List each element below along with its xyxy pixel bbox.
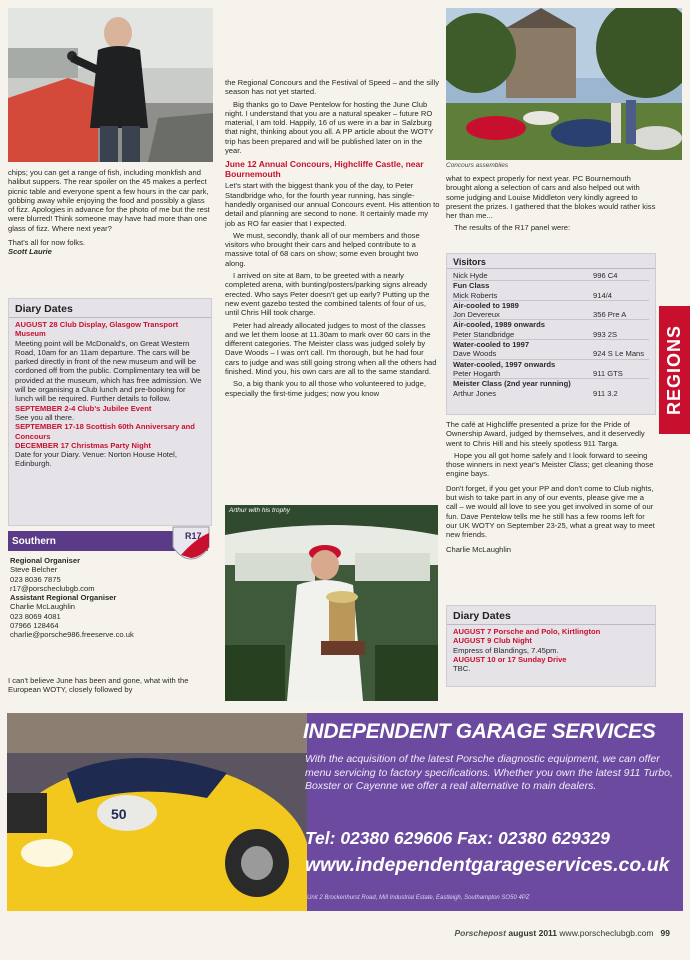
aro-name: Charlie McLaughlin	[10, 602, 76, 612]
ad-phone: Tel: 02380 629606 Fax: 02380 629329	[305, 828, 610, 848]
southern-contacts	[10, 556, 210, 640]
results-category: Air-cooled to 1989	[453, 300, 649, 310]
footer-site[interactable]: www.porscheclubgb.com	[559, 928, 654, 938]
results-row	[453, 349, 649, 358]
col3-p3: The café at Highcliffe presented a prize for the Pride of Ownership Award, judged by themselves, and it deservedly went to Chris Hill and his steely spotless 911 Targa.	[446, 420, 645, 448]
aro-phone-1: 023 8069 4081	[10, 611, 61, 621]
diary-title-2: Diary Dates	[447, 606, 655, 625]
results-entrant: Peter Standbridge	[453, 329, 515, 339]
results-row	[453, 369, 649, 378]
results-category: Meister Class (2nd year running)	[453, 378, 649, 388]
col1-signoff-name: Scott Laurie	[8, 247, 52, 257]
diary-dates-box-1	[8, 298, 212, 526]
col3-p5: Don't forget, if you get your PP and don't come to Club nights, but wish to take part in any of our events, please give me a call – we would all love to see you get involved in some of our fun. Dave Pentelow tells me he still has a few rooms left for our UK WOTY on September 23-25, what a great way to meet new friends.	[446, 483, 655, 540]
footer-magazine: Porschepost	[454, 928, 506, 938]
col1-signoff: That's all for now folks.	[8, 238, 85, 248]
col2-p3: I arrived on site at 8am, to be greeted with a nearly completed arena, with bunting/posters/parking signs already erected. Who says Peter doesn't get up early? Putting up the new event gazebo tested the combined talents of four of us, until Chris Hill took charge.	[225, 271, 430, 318]
diary-event-glasgow-body: Meeting point will be McDonald's, on Great Western Road, 10am for an 11am departure. The cars will be parked directly in front of the new museum and will be cordoned off from the public. Complimentary tea will be provided at the museum, which has free admission. We will be organising a Club lunch and pre-booking for lunch will be required. Further details to follow.	[15, 338, 202, 404]
column-3	[446, 174, 656, 236]
results-category: Fun Class	[453, 280, 649, 290]
col3-signature: Charlie McLaughlin	[446, 544, 512, 554]
diary-event-glasgow: AUGUST 28 Club Display, Glasgow Transport Museum	[15, 320, 179, 339]
footer-issue: august 2011	[508, 928, 558, 938]
diary-event-club-night: AUGUST 9 Club Night	[453, 636, 532, 646]
col3-p4: Hope you all got home safely and I look forward to seeing those winners in next year's Meister Class; get cleaning those engine bays.	[446, 450, 654, 479]
photo-concours-cars	[446, 8, 682, 160]
results-car: 996 C4	[593, 271, 618, 280]
results-category: Water-cooled to 1997	[453, 339, 649, 349]
results-category: Water-cooled, 1997 onwards	[453, 359, 649, 369]
results-entrant: Jon Devereux	[453, 310, 500, 320]
aro-email: charlie@porsche986.freeserve.co.uk	[10, 630, 134, 640]
col1-intro: chips; you can get a range of fish, including monkfish and halibut suppers. The rear spoiler on the 45 makes a perfect picnic table and everyone spent a few hours in the car park, gobbing away while enjoying the food and possibly a glass of fizz. Apologies in advance for the photo of me but the rest were blurred! Think someone may have had more than one glass of fizz. Where next year?	[8, 168, 210, 233]
results-row	[453, 271, 649, 280]
results-title: Visitors	[447, 254, 655, 269]
diary-event-jubilee-body: See you all there.	[15, 412, 75, 422]
aro-phone-2: 07966 128464	[10, 621, 59, 631]
results-entrant: Arthur Jones	[453, 388, 497, 398]
column-3-lower	[446, 420, 656, 557]
ad-website-link[interactable]: www.independentgarageservices.co.uk	[305, 854, 670, 876]
southern-region-header: Southern	[8, 531, 208, 551]
page-footer	[455, 928, 671, 938]
ad-title: INDEPENDENT GARAGE SERVICES	[303, 720, 656, 743]
column-1	[8, 168, 212, 260]
garage-services-advert	[7, 713, 683, 911]
results-car: 356 Pre A	[593, 310, 627, 320]
results-box	[446, 253, 656, 415]
results-row	[453, 389, 649, 398]
col1-closing: I can't believe June has been and gone, what with the European WOTY, closely followed by	[8, 676, 189, 695]
diary-event-club-night-body: Empress of Blandings, 7.45pm.	[453, 645, 559, 655]
results-car: 914/4	[593, 290, 613, 300]
svg-text:R17: R17	[185, 531, 202, 541]
diary-dates-box-2	[446, 605, 656, 687]
concours-caption: Concours assemblies	[446, 162, 509, 169]
diary-event-christmas: DECEMBER 17 Christmas Party Night	[15, 440, 151, 450]
col3-p2: The results of the R17 panel were:	[454, 223, 571, 233]
diary-event-sunday-drive-body: TBC.	[453, 664, 471, 674]
r17-badge-icon	[171, 521, 211, 561]
results-entrant: Nick Hyde	[453, 271, 488, 280]
arthur-caption: Arthur with his trophy	[229, 507, 291, 514]
results-category: Air-cooled, 1989 onwards	[453, 319, 649, 329]
col2-p2: We must, secondly, thank all of our members and those visitors who brought their cars and helped contribute to a massive total of 68 cars on show; some even brought two along.	[225, 230, 420, 268]
results-entrant: Peter Hogarth	[453, 368, 501, 378]
col2-p4: Peter had already allocated judges to most of the classes and we let them loose at 11.30am to mark over 60 cars in the different categories. The Meister class was judged solely by Dave Woods – I was on't call. I'm thorough, but he had four cars to judge and was still going strong when all the others had finished. Mind you, his own cars are all to the same standard.	[225, 320, 437, 377]
results-car: 993 2S	[593, 329, 618, 339]
results-row	[453, 291, 649, 300]
results-entrant: Dave Woods	[453, 349, 497, 359]
ad-body: With the acquisition of the latest Porsche diagnostic equipment, we can offer menu servicing to factory specifications. Whether you own the latest 911 Turbo, Boxster or Cayenne we offer a real alternative to main dealers.	[305, 753, 673, 792]
race-car-image	[7, 713, 307, 911]
concours-heading: June 12 Annual Concours, Highcliffe Castle, near Bournemouth	[225, 159, 424, 180]
diary-event-christmas-body: Date for your Diary. Venue: Norton House Hotel, Edinburgh.	[15, 450, 177, 469]
ad-address: Unit 2 Brockenhurst Road, Mill Industrial Estate, Eastleigh, Southampton SO50 4PZ	[307, 895, 530, 901]
ro-email: r17@porscheclubgb.com	[10, 583, 95, 593]
svg-text:50: 50	[111, 806, 127, 822]
photo-arthur-trophy	[225, 505, 438, 701]
results-entrant: Mick Roberts	[453, 290, 498, 300]
results-car: 911 3.2	[593, 388, 618, 398]
ro-name: Steve Belcher	[10, 565, 58, 575]
results-row	[453, 310, 649, 319]
page-number: 99	[660, 928, 670, 938]
diary-event-sunday-drive: AUGUST 10 or 17 Sunday Drive	[453, 654, 567, 664]
diary-title-1: Diary Dates	[9, 299, 211, 318]
aro-label: Assistant Regional Organiser	[10, 593, 117, 603]
ro-phone: 023 8036 7875	[10, 574, 61, 584]
diary-event-polo: AUGUST 7 Porsche and Polo, Kirtlington	[453, 627, 601, 636]
col3-p1: what to expect properly for next year. PC Bournemouth brought along a selection of cars and also helped out with some judging and Louise Middleton very kindly agreed to present the prizes. I gathered that the blokes would rather kiss her than me...	[446, 174, 656, 221]
results-car: 911 GTS	[593, 368, 623, 378]
results-car: 924 S Le Mans	[593, 349, 645, 359]
diary-event-jubilee: SEPTEMBER 2-4 Club's Jubilee Event	[15, 403, 152, 413]
col2-p1: Let's start with the biggest thank you of the day, to Peter Standbridge who, for the fourth year running, has single-handedly organised our annual Concours event. His attention to detail and planning are second to none. It certainly made my job as RO far easier that I expected.	[225, 181, 440, 228]
regions-side-tab: REGIONS	[659, 306, 690, 434]
column-2	[225, 78, 440, 401]
ro-label: Regional Organiser	[10, 556, 81, 565]
col2-thanks: Big thanks go to Dave Pentelow for hosting the June Club night. I understand that you are a natural speaker – future RO material, I am told. Happily, 16 of us were in a bar in Salzburg that night, thinking about you all. A PP article about the WOTY trip has been prepared and will be published later on in the year.	[225, 99, 434, 156]
results-list	[447, 271, 655, 398]
col2-top: the Regional Concours and the Festival of Speed – and the silly season has not yet started.	[225, 78, 440, 97]
photo-man-with-glass	[8, 8, 213, 162]
results-row	[453, 330, 649, 339]
col2-p5: So, a big thank you to all those who volunteered to judge, especially the first-time judges; now you know	[225, 379, 426, 398]
diary-event-scottish: SEPTEMBER 17-18 Scottish 60th Anniversary and Concours	[15, 422, 195, 441]
